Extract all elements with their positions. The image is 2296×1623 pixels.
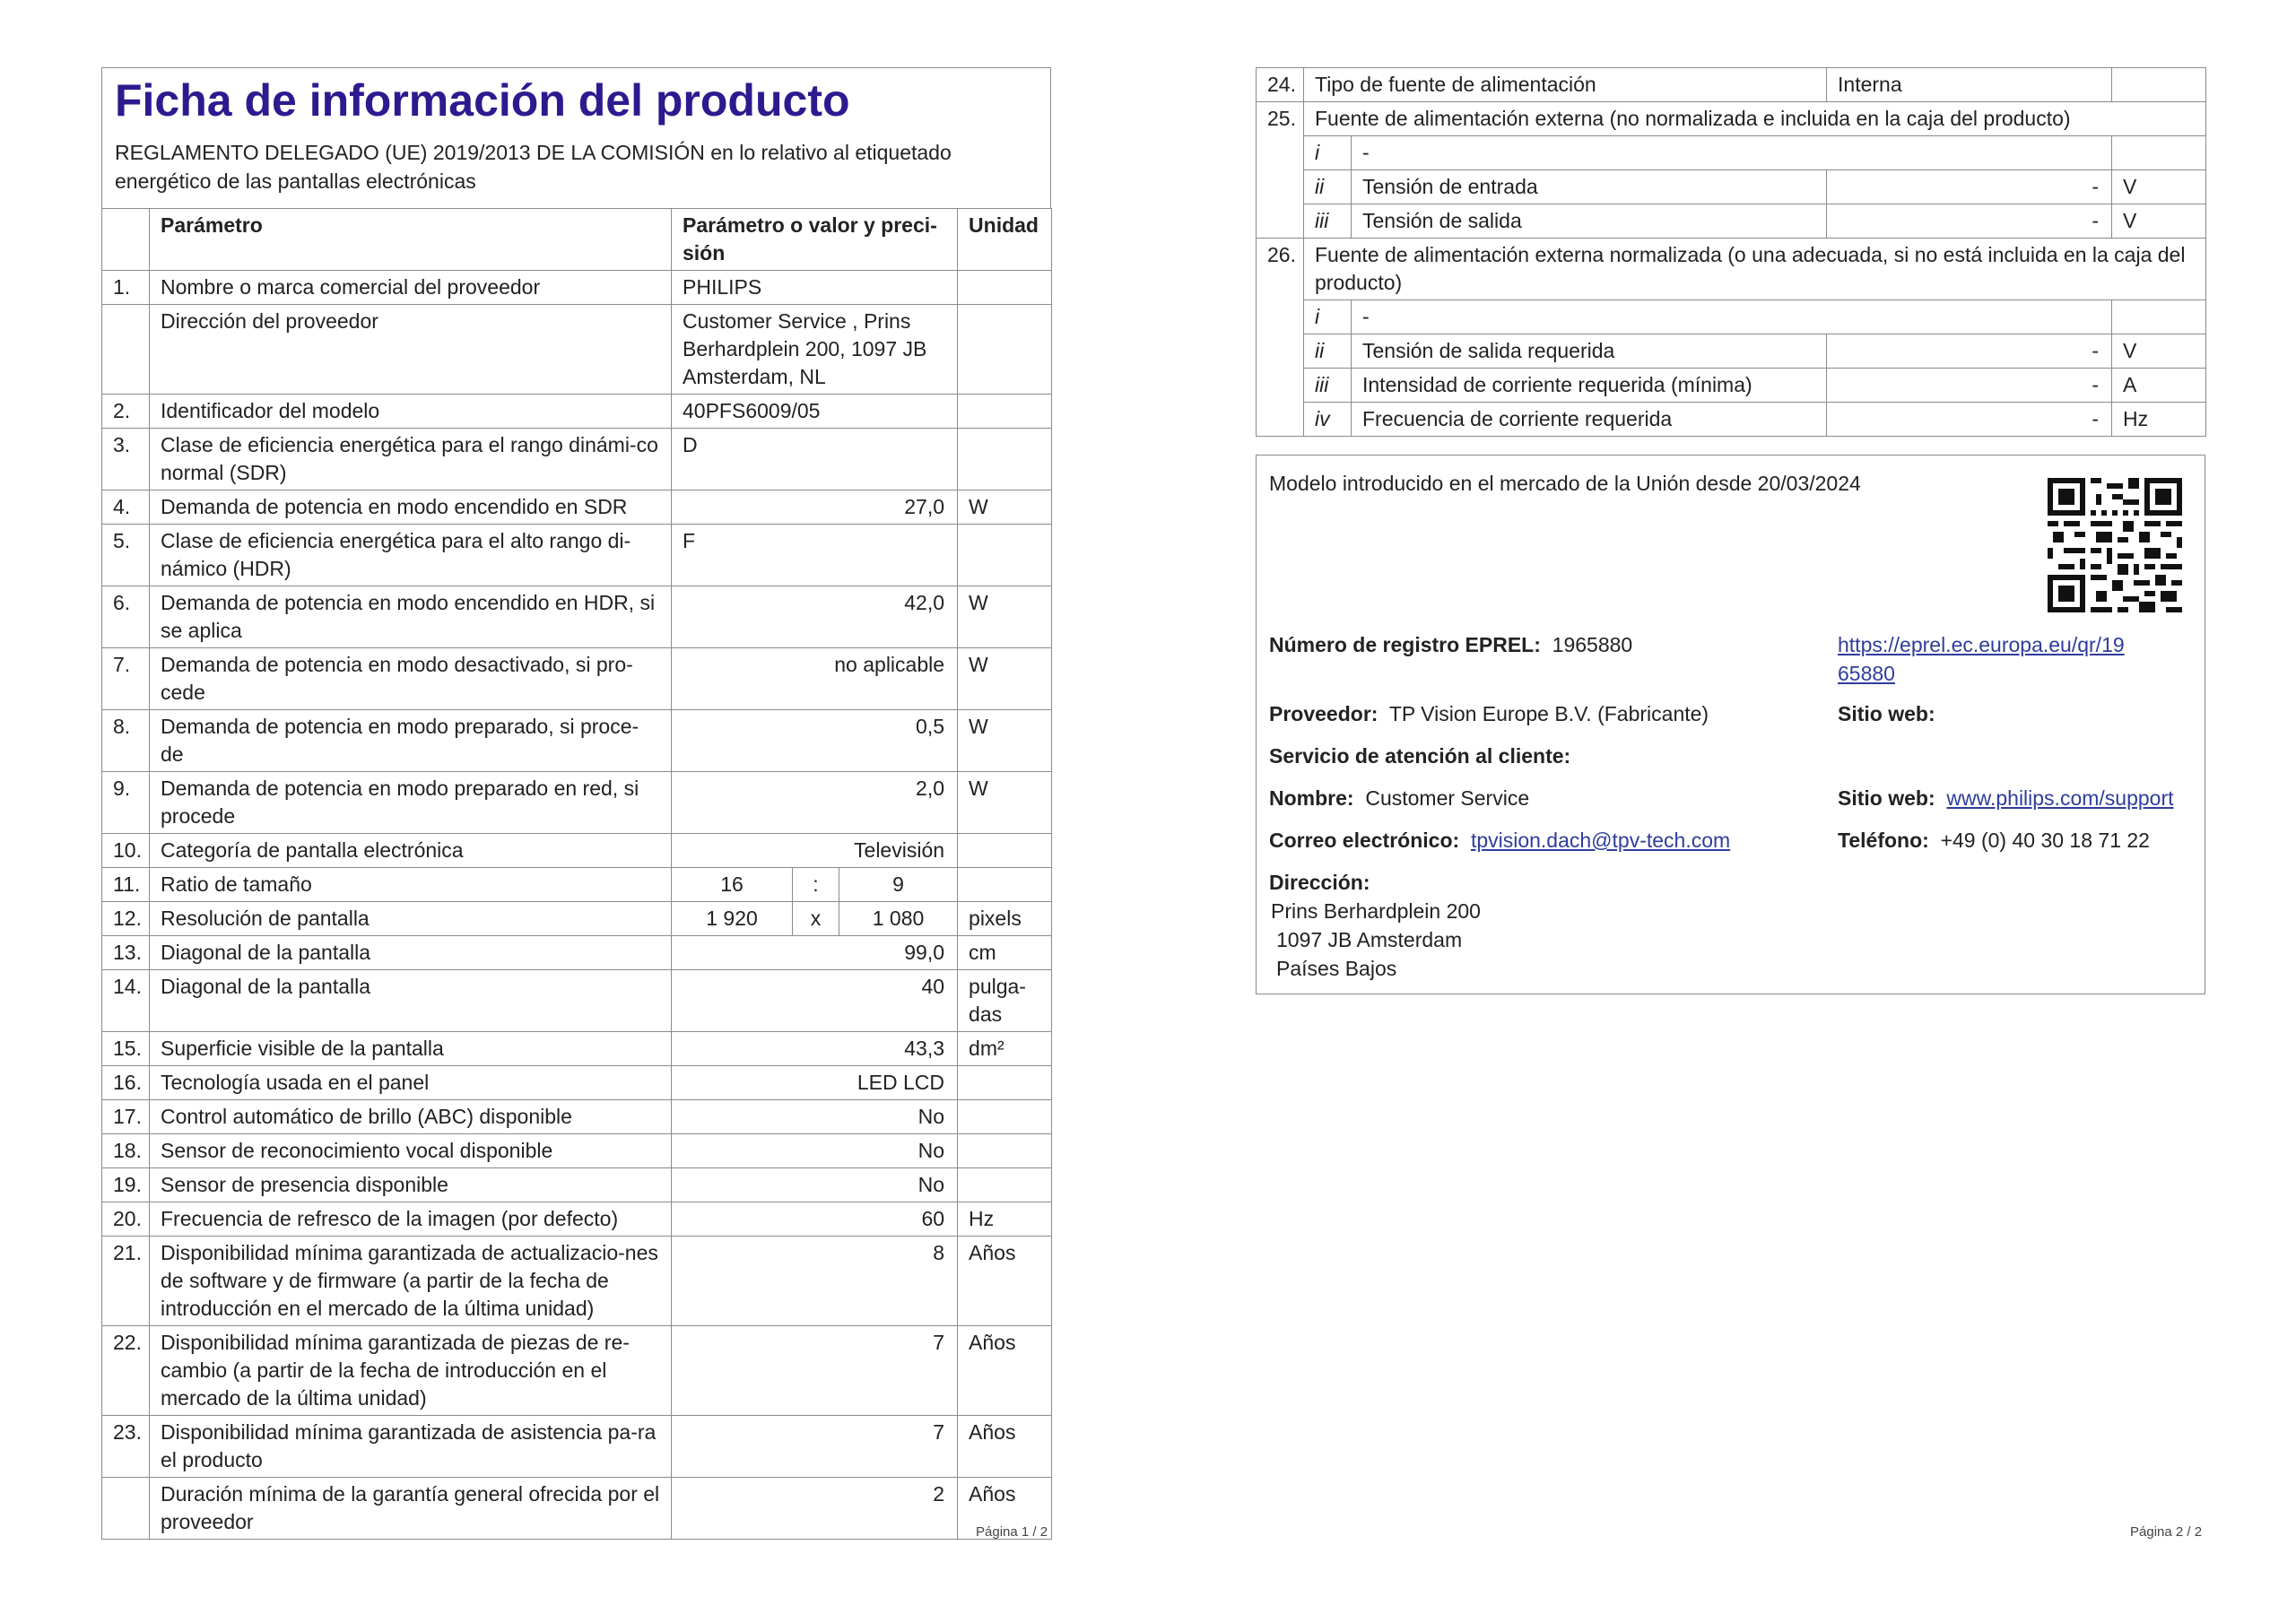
row-value: 2,0	[672, 772, 958, 834]
row-number	[102, 1478, 150, 1540]
row-value: LED LCD	[672, 1066, 958, 1100]
row-parameter: Demanda de potencia en modo desactivado, si pro-cede	[150, 648, 672, 710]
row-unit: W	[958, 490, 1052, 525]
power-supply-table	[1256, 67, 2206, 437]
row-value: 7	[672, 1416, 958, 1478]
row-number	[102, 305, 150, 395]
table-row	[102, 1478, 1052, 1540]
row-unit: Hz	[958, 1202, 1052, 1237]
row-number: 15.	[102, 1032, 150, 1066]
table-row: 26. Fuente de alimentación externa normalizada (o una adecuada, si no está incluida en la caja del producto)	[1257, 239, 2206, 300]
name-value: Customer Service	[1365, 786, 1530, 810]
table-row	[102, 772, 1052, 834]
supplier-value: TP Vision Europe B.V. (Fabricante)	[1388, 702, 1709, 725]
row-parameter: Disponibilidad mínima garantizada de actualizacio-nes de software y de firmware (a partir de la fecha de introducción en el mercado de la última unidad)	[150, 1237, 672, 1326]
email-link[interactable]: tpvision.dach@tpv-tech.com	[1470, 829, 1731, 852]
table-row	[102, 648, 1052, 710]
page-2	[1256, 67, 2205, 994]
page-number-1: Página 1 / 2	[976, 1524, 1048, 1540]
row-unit: dm²	[958, 1032, 1052, 1066]
table-row	[102, 834, 1052, 868]
table-row	[102, 305, 1052, 395]
row-unit: Años	[958, 1237, 1052, 1326]
row-value-separator: x	[793, 902, 839, 936]
row-parameter: Sensor de presencia disponible	[150, 1168, 672, 1202]
row-unit: W	[958, 648, 1052, 710]
row-parameter: Resolución de pantalla	[150, 902, 672, 936]
header-unit: Unidad	[958, 209, 1052, 271]
row-unit	[958, 429, 1052, 490]
row-value: No	[672, 1100, 958, 1134]
table-row: i -	[1257, 300, 2206, 334]
row-number: 12.	[102, 902, 150, 936]
row-value-b: 9	[839, 868, 958, 902]
document-header	[101, 67, 1051, 208]
row-number: 14.	[102, 970, 150, 1032]
row-number: 3.	[102, 429, 150, 490]
row-number: 11.	[102, 868, 150, 902]
row-value: 8	[672, 1237, 958, 1326]
table-row	[102, 710, 1052, 772]
row-number: 4.	[102, 490, 150, 525]
row-unit	[958, 1134, 1052, 1168]
row-unit: cm	[958, 936, 1052, 970]
row-unit: Años	[958, 1478, 1052, 1540]
table-row	[102, 1416, 1052, 1478]
row-number: 9.	[102, 772, 150, 834]
supplier-row: Proveedor: TP Vision Europe B.V. (Fabricante)	[1269, 702, 1709, 725]
row-parameter: Diagonal de la pantalla	[150, 936, 672, 970]
row-unit	[958, 395, 1052, 429]
eprel-registration: Número de registro EPREL: 1965880	[1269, 633, 1633, 656]
regulation-subtitle: REGLAMENTO DELEGADO (UE) 2019/2013 DE LA COMISIÓN en lo relativo al etiquetado energético de las pantallas electrónicas	[115, 141, 952, 193]
market-date-text: Modelo introducido en el mercado de la Unión desde 20/03/2024	[1269, 472, 1861, 495]
row-unit: W	[958, 586, 1052, 648]
row-value: D	[672, 429, 958, 490]
row-value: 60	[672, 1202, 958, 1237]
row-value: Televisión	[672, 834, 958, 868]
table-row	[102, 868, 1052, 902]
page-title: Ficha de información del producto	[115, 75, 850, 126]
row-parameter: Duración mínima de la garantía general ofrecida por el proveedor	[150, 1478, 672, 1540]
row-unit	[958, 1066, 1052, 1100]
email-row: Correo electrónico: tpvision.dach@tpv-tech.com	[1269, 829, 1731, 852]
row-parameter: Dirección del proveedor	[150, 305, 672, 395]
row-parameter: Demanda de potencia en modo preparado en red, si procede	[150, 772, 672, 834]
row-value: 27,0	[672, 490, 958, 525]
row-value: 42,0	[672, 586, 958, 648]
table-row	[102, 1237, 1052, 1326]
row-value: F	[672, 525, 958, 586]
row-parameter: Diagonal de la pantalla	[150, 970, 672, 1032]
header-value: Parámetro o valor y preci- sión	[672, 209, 958, 271]
table-row	[102, 902, 1052, 936]
header-number	[102, 209, 150, 271]
row-number: 8.	[102, 710, 150, 772]
page-number-2: Página 2 / 2	[2130, 1524, 2203, 1540]
row-unit: Años	[958, 1326, 1052, 1416]
table-row	[102, 970, 1052, 1032]
row-parameter: Demanda de potencia en modo encendido en SDR	[150, 490, 672, 525]
row-number: 6.	[102, 586, 150, 648]
table-row: 24. Tipo de fuente de alimentación Interna	[1257, 68, 2206, 102]
row-unit: pixels	[958, 902, 1052, 936]
row-parameter: Clase de eficiencia energética para el rango dinámi-co normal (SDR)	[150, 429, 672, 490]
row-unit	[958, 868, 1052, 902]
website-label: Sitio web:	[1838, 702, 1935, 725]
row-number: 16.	[102, 1066, 150, 1100]
row-value: No	[672, 1134, 958, 1168]
address-block: Dirección: Prins Berhardplein 200 1097 JB Amsterdam Países Bajos	[1269, 871, 1481, 980]
row-unit	[958, 1100, 1052, 1134]
row-parameter: Superficie visible de la pantalla	[150, 1032, 672, 1066]
eprel-number: 1965880	[1552, 633, 1633, 656]
table-row	[102, 525, 1052, 586]
table-row	[102, 1202, 1052, 1237]
website-row: Sitio web: www.philips.com/support	[1838, 786, 2174, 810]
row-parameter: Identificador del modelo	[150, 395, 672, 429]
row-value-a: 1 920	[672, 902, 793, 936]
row-parameter: Frecuencia de refresco de la imagen (por defecto)	[150, 1202, 672, 1237]
row-number: 20.	[102, 1202, 150, 1237]
table-row	[102, 271, 1052, 305]
row-number: 21.	[102, 1237, 150, 1326]
row-unit: W	[958, 772, 1052, 834]
page-1	[101, 67, 1051, 1540]
table-row: iii Tensión de salida - V	[1257, 204, 2206, 239]
header-parameter: Parámetro	[150, 209, 672, 271]
row-unit: pulga-das	[958, 970, 1052, 1032]
table-body	[102, 271, 1052, 1540]
row-value: 99,0	[672, 936, 958, 970]
row-unit	[958, 834, 1052, 868]
table-row	[102, 1326, 1052, 1416]
row-value: 0,5	[672, 710, 958, 772]
row-number: 2.	[102, 395, 150, 429]
table-row	[102, 1066, 1052, 1100]
row-value: no aplicable	[672, 648, 958, 710]
row-parameter: Demanda de potencia en modo encendido en HDR, si se aplica	[150, 586, 672, 648]
row-unit	[958, 271, 1052, 305]
row-unit: Años	[958, 1416, 1052, 1478]
table-row: ii Tensión de entrada - V	[1257, 170, 2206, 204]
row-value: 2	[672, 1478, 958, 1540]
customer-service-heading: Servicio de atención al cliente:	[1269, 744, 1571, 768]
table-row	[102, 1134, 1052, 1168]
table-row	[102, 1100, 1052, 1134]
row-value: 43,3	[672, 1032, 958, 1066]
row-value: 40PFS6009/05	[672, 395, 958, 429]
row-unit	[958, 305, 1052, 395]
table-row	[102, 490, 1052, 525]
row-number: 5.	[102, 525, 150, 586]
table-row	[102, 1168, 1052, 1202]
table-row	[102, 586, 1052, 648]
row-parameter: Categoría de pantalla electrónica	[150, 834, 672, 868]
row-value: No	[672, 1168, 958, 1202]
row-parameter: Nombre o marca comercial del proveedor	[150, 271, 672, 305]
table-row	[102, 429, 1052, 490]
phone-row: Teléfono: +49 (0) 40 30 18 71 22	[1838, 829, 2150, 852]
row-parameter: Clase de eficiencia energética para el alto rango di-námico (HDR)	[150, 525, 672, 586]
qr-code-icon	[2048, 478, 2182, 612]
row-value-a: 16	[672, 868, 793, 902]
row-number: 17.	[102, 1100, 150, 1134]
support-website-link[interactable]: www.philips.com/support	[1946, 786, 2174, 810]
row-value: PHILIPS	[672, 271, 958, 305]
row-unit	[958, 1168, 1052, 1202]
table-header-row	[102, 209, 1052, 271]
row-number: 19.	[102, 1168, 150, 1202]
phone-value: +49 (0) 40 30 18 71 22	[1940, 829, 2150, 852]
row-value-b: 1 080	[839, 902, 958, 936]
row-number: 13.	[102, 936, 150, 970]
table-row: i -	[1257, 136, 2206, 170]
table-row	[102, 1032, 1052, 1066]
row-value: 7	[672, 1326, 958, 1416]
row-parameter: Demanda de potencia en modo preparado, si proce-de	[150, 710, 672, 772]
row-number: 18.	[102, 1134, 150, 1168]
eprel-link[interactable]: https://eprel.ec.europa.eu/qr/19 65880	[1838, 633, 2125, 685]
table-row: iv Frecuencia de corriente requerida - Hz	[1257, 403, 2206, 437]
row-parameter: Sensor de reconocimiento vocal disponible	[150, 1134, 672, 1168]
row-number: 7.	[102, 648, 150, 710]
row-parameter: Disponibilidad mínima garantizada de asistencia pa-ra el producto	[150, 1416, 672, 1478]
table-row	[102, 936, 1052, 970]
table-row: ii Tensión de salida requerida - V	[1257, 334, 2206, 369]
table-row: 25. Fuente de alimentación externa (no normalizada e incluida en la caja del producto)	[1257, 102, 2206, 136]
row-number: 10.	[102, 834, 150, 868]
row-value: Customer Service , Prins Berhardplein 200, 1097 JB Amsterdam, NL	[672, 305, 958, 395]
row-number: 22.	[102, 1326, 150, 1416]
row-value: 40	[672, 970, 958, 1032]
table-row	[102, 395, 1052, 429]
name-row: Nombre: Customer Service	[1269, 786, 1530, 810]
table-row: iii Intensidad de corriente requerida (mínima) - A	[1257, 369, 2206, 403]
product-info-table	[101, 208, 1052, 1540]
row-unit: W	[958, 710, 1052, 772]
row-parameter: Tecnología usada en el panel	[150, 1066, 672, 1100]
row-unit	[958, 525, 1052, 586]
registration-info-box	[1256, 455, 2205, 994]
row-number: 23.	[102, 1416, 150, 1478]
row-parameter: Ratio de tamaño	[150, 868, 672, 902]
row-parameter: Control automático de brillo (ABC) disponible	[150, 1100, 672, 1134]
row-parameter: Disponibilidad mínima garantizada de piezas de re-cambio (a partir de la fecha de introducción en el mercado de la última unidad)	[150, 1326, 672, 1416]
row-value-separator: :	[793, 868, 839, 902]
row-number: 1.	[102, 271, 150, 305]
